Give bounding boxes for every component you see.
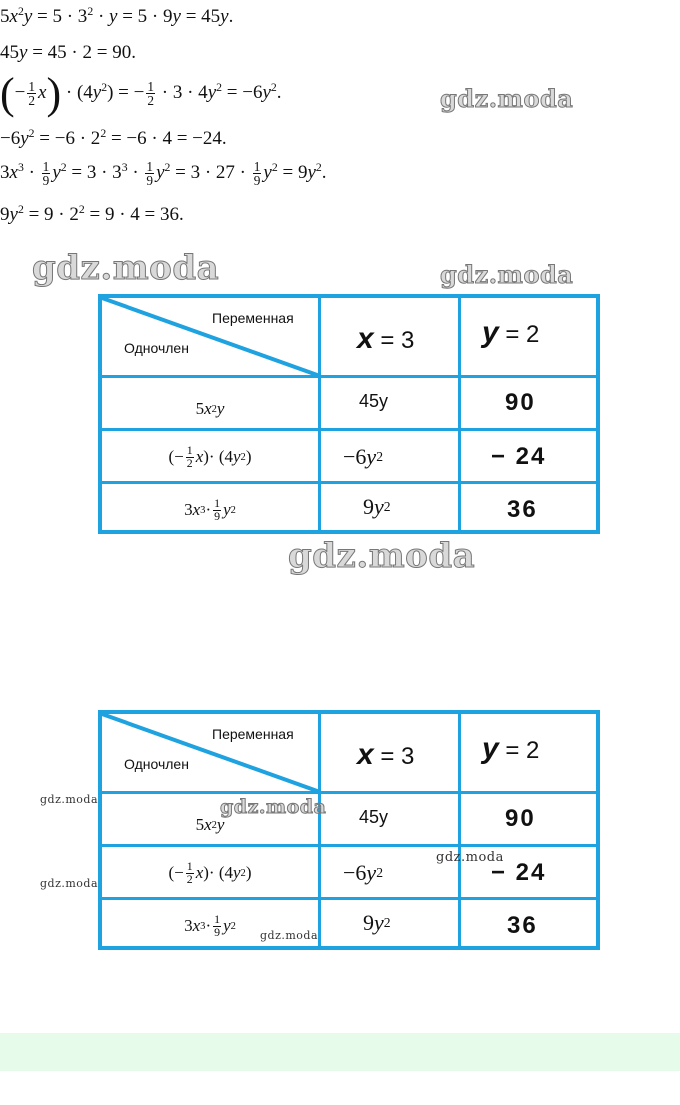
monomial-cell: (− $\frac{1}{2}$ x )· (4 y 2 ) xyxy=(168,858,252,886)
header-x: x = 3 xyxy=(357,322,415,355)
value-at-x-cell: 9 y 2 xyxy=(363,910,391,935)
answer-cell: 90 xyxy=(505,805,536,832)
monomial-cell: 3 x 3 · $\frac{1}{9}$ y 2 xyxy=(184,911,236,939)
header-y: y = 2 xyxy=(482,316,540,349)
watermark: gdz.moda xyxy=(440,84,574,113)
table-row xyxy=(102,791,596,846)
solution-line-1: $5x^2y = 5 \cdot 3^2 \cdot y = 5 \cdot 9y = 45y$. xyxy=(0,4,234,27)
answer-cell: − 24 xyxy=(491,443,547,470)
value-at-x-cell: 45y xyxy=(359,390,389,411)
solution-line-2: 45y = 45 · 2 = 90. xyxy=(0,42,136,63)
header-monomial: Одночлен xyxy=(124,756,189,772)
values-table-1 xyxy=(98,294,600,534)
header-y: y = 2 xyxy=(482,732,540,765)
watermark: gdz.moda xyxy=(436,850,504,865)
answer-cell: − 24 xyxy=(491,859,547,886)
watermark: gdz.moda xyxy=(40,877,99,890)
table-row xyxy=(102,897,596,952)
table-row xyxy=(102,428,596,483)
monomial-cell: 5 x 2 y xyxy=(195,815,225,834)
watermark: gdz.moda xyxy=(260,929,319,942)
values-table-2 xyxy=(98,710,600,950)
watermark: gdz.moda xyxy=(288,536,476,576)
monomial-cell: 3 x 3 · $\frac{1}{9}$ y 2 xyxy=(184,495,236,523)
answer-cell: 36 xyxy=(507,912,538,939)
header-monomial: Одночлен xyxy=(124,340,189,356)
value-at-x-cell: 9 y 2 xyxy=(363,494,391,519)
solution-line-3: (− $\frac{1}{2}$ $x) \cdot (4y^2)$ = − $\frac{1}{2}$ · $3 \cdot 4y^2 = -6y^2$. xyxy=(0,69,282,118)
solution-line-5: $3x^3$ · $\frac{1}{9}$ $y^2 = 3 \cdot 3^3$ · $\frac{1}{9}$ $y^2 = 3 \cdot 27$ · $\frac{1}{9}$ $y^2 = 9y^2$. xyxy=(0,159,327,189)
watermark: gdz.moda xyxy=(220,796,327,818)
table-row xyxy=(102,481,596,536)
answer-cell: 36 xyxy=(507,496,538,523)
watermark: gdz.moda xyxy=(32,248,220,288)
table-row xyxy=(102,375,596,430)
header-x: x = 3 xyxy=(357,738,415,771)
header-variable: Переменная xyxy=(212,726,294,742)
footer-bar xyxy=(0,1033,680,1071)
solution-line-6: $9y^2 = 9 \cdot 2^2 = 9 \cdot 4 = 36$. xyxy=(0,202,184,225)
table-row xyxy=(102,844,596,899)
monomial-cell: 5 x 2 y xyxy=(195,399,225,418)
value-at-x-cell: −6 y 2 xyxy=(343,860,383,885)
value-at-x-cell: −6 y 2 xyxy=(343,444,383,469)
watermark: gdz.moda xyxy=(40,793,99,806)
monomial-cell: (− $\frac{1}{2}$ x )· (4 y 2 ) xyxy=(168,442,252,470)
watermark: gdz.moda xyxy=(440,260,574,289)
answer-cell: 90 xyxy=(505,389,536,416)
header-variable: Переменная xyxy=(212,310,294,326)
value-at-x-cell: 45y xyxy=(359,806,389,827)
solution-line-4: $-6y^2 = -6 \cdot 2^2 = -6 \cdot 4 = -24$. xyxy=(0,126,227,149)
